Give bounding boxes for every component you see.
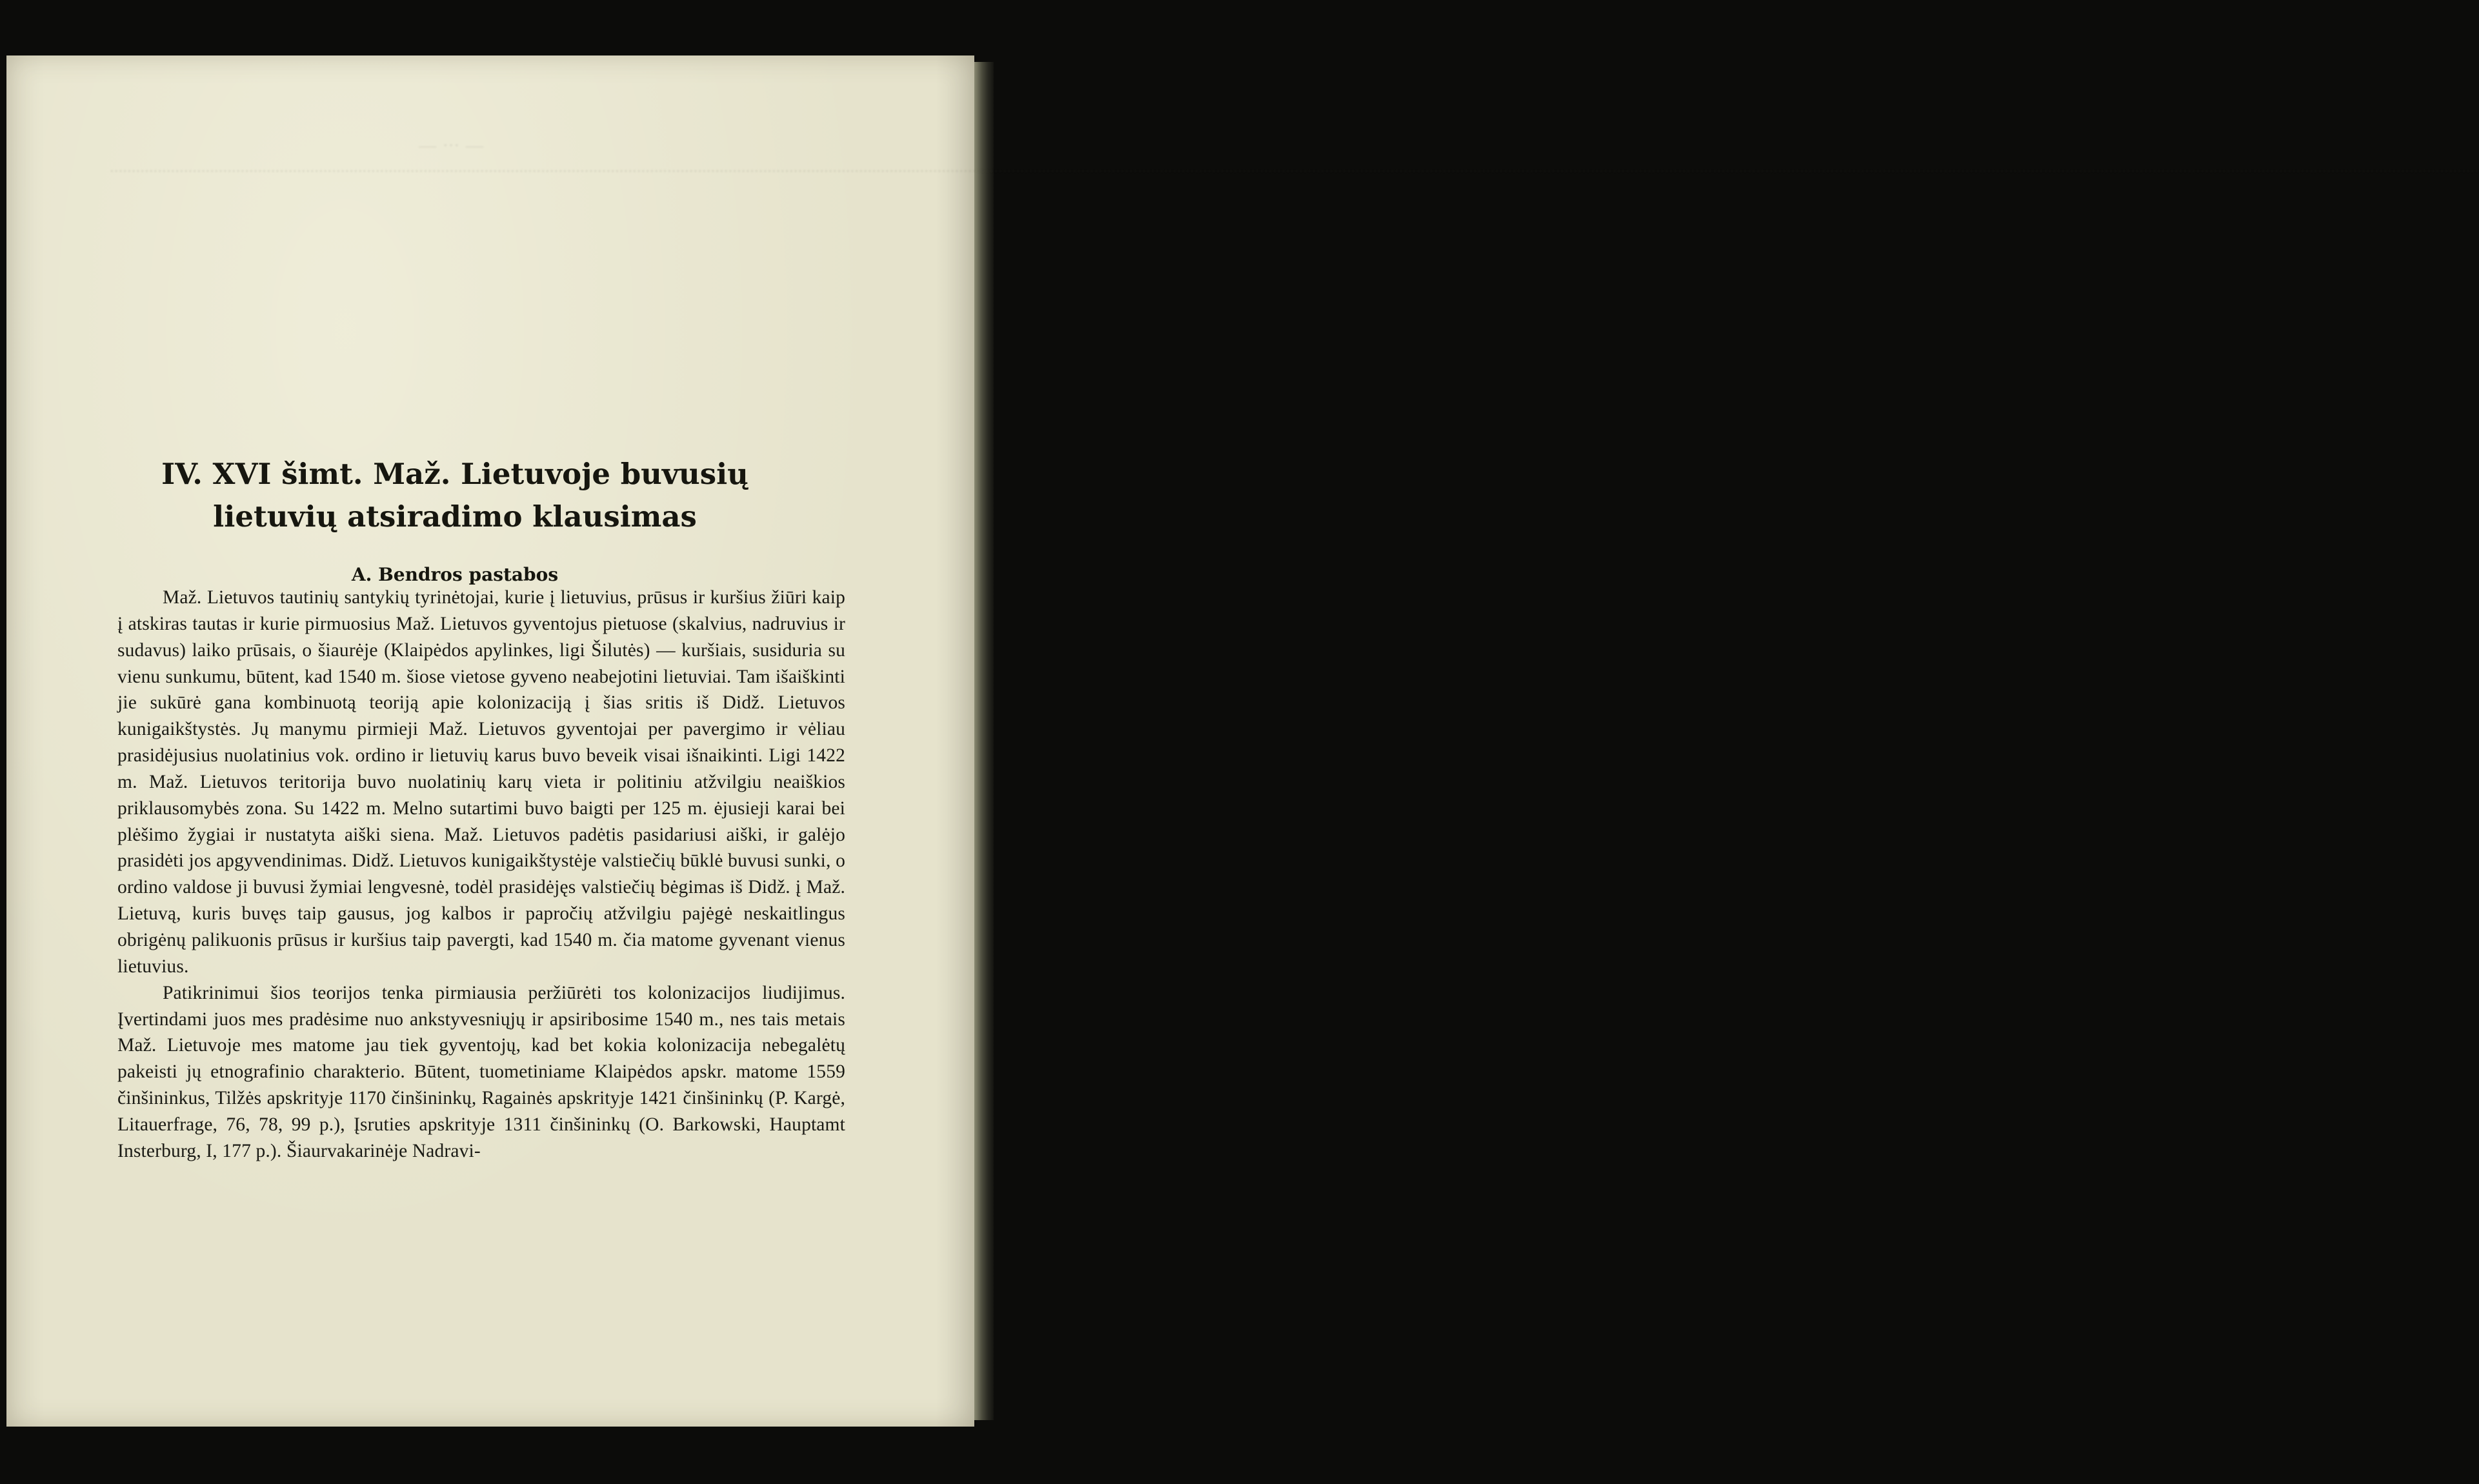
page-edge [974, 62, 994, 1420]
section-heading: A. Bendros pastabos [351, 564, 559, 586]
chapter-title: IV. XVI šimt. Maž. Lietuvoje buvusių lietuvių atsiradimo klausimas [161, 457, 748, 534]
body-text [117, 585, 845, 1165]
paragraph: Patikrinimui šios teorijos tenka pirmiausia peržiūrėti tos kolonizacijos liudijimus. Įvertindami juos mes pradėsime nuo ankstyvesniųjų ir apsiribosime 1540 m., nes tais metais Maž. Lietuvoje mes matome jau tiek gyventojų, kad bet kokia kolonizacija nebegalėtų pakeisti jų etnografinio charakterio. Būtent, tuometiniame Klaipėdos apskr. matome 1559 činšininkus, Tilžės apskrityje 1170 činšininkų, Ragainės apskrityje 1421 činšininkų (P. Kargė, Litauerfrage, 76, 78, 99 p.), Įsruties apskrityje 1311 činšininkų (O. Barkowski, Hauptamt Insterburg, I, 177 p.). Šiaurvakarinėje Nadravi- [117, 982, 845, 1161]
show-through-text: ∙∙∙∙∙∙∙∙∙∙∙∙∙∙∙∙∙∙∙∙∙∙∙∙∙∙∙∙∙∙∙∙∙∙∙∙∙∙∙∙∙∙∙∙∙∙∙∙∙∙∙∙∙∙∙∙∙∙∙∙∙∙∙∙∙∙∙∙∙∙∙∙∙∙∙∙∙∙∙∙∙∙∙∙∙∙∙∙∙∙∙∙∙∙∙∙∙∙∙∙∙∙∙∙∙∙∙∙∙∙∙∙∙∙∙∙∙∙∙∙∙∙∙∙∙∙∙∙∙∙∙∙∙∙∙∙∙∙∙∙∙∙∙∙∙∙∙∙∙∙∙∙∙∙∙∙∙∙∙∙∙∙∙∙∙∙∙∙∙∙∙∙∙∙∙∙∙∙∙∙∙∙∙∙∙∙∙∙∙∙∙∙∙∙∙∙∙∙∙∙∙∙∙∙∙∙∙∙∙∙∙∙∙∙∙∙∙∙∙∙∙∙∙∙∙∙∙∙∙∙∙∙∙∙∙∙∙∙∙∙∙∙∙∙∙∙∙∙∙∙∙∙∙∙∙∙∙∙∙∙∙∙∙∙∙∙∙∙∙∙∙∙∙∙∙∙∙∙∙∙∙∙∙∙∙∙∙∙∙∙∙∙∙∙∙∙∙∙∙∙∙∙∙∙∙∙∙∙∙∙∙∙∙∙∙∙∙∙∙∙∙∙∙∙∙∙∙∙∙∙∙∙∙∙∙∙∙∙∙∙∙∙∙∙∙∙∙∙∙∙∙∙∙∙∙∙∙∙∙∙∙∙∙∙∙∙∙∙∙∙∙∙∙∙∙∙∙∙∙∙∙∙∙∙∙∙∙∙∙∙∙∙∙∙∙∙∙∙∙∙∙∙∙∙∙∙∙∙∙∙∙∙∙∙∙∙∙∙∙∙∙∙∙∙∙∙∙∙∙∙∙∙∙∙∙∙∙∙∙∙∙∙∙∙∙∙∙∙∙∙∙∙∙∙∙∙∙∙∙∙∙∙∙∙∙∙∙∙∙∙∙∙∙∙∙∙∙∙∙∙∙∙∙∙∙∙∙∙∙∙∙∙∙∙∙∙∙∙∙∙∙∙∙∙∙∙∙∙∙∙∙∙∙∙∙∙∙∙∙∙∙∙∙∙∙∙∙∙∙∙∙∙∙∙∙∙∙∙∙∙∙∙∙∙ [110, 161, 2479, 181]
paragraph: Maž. Lietuvos tautinių santykių tyrinėtojai, kurie į lietuvius, prūsus ir kuršius žiūri kaip į atskiras tautas ir kurie pirmuosius Maž. Lietuvos gyventojus pietuose (skalvius, nadruvius ir sudavus) laiko prūsais, o šiaurėje (Klaipėdos apylinkes, ligi Šilutės) — kuršiais, susiduria su vienu sunkumu, būtent, kad 1540 m. šiose vietose gyveno neabejotini lietuviai. Tam išaiškinti jie sukūrė gana kombinuotą teoriją apie kolonizaciją į šias sritis iš Didž. Lietuvos kunigaikštystės. Jų manymu pirmieji Maž. Lietuvos gyventojai per pavergimo ir vėliau prasidėjusius nuolatinius vok. ordino ir lietuvių karus buvo beveik visai išnaikinti. Ligi 1422 m. Maž. Lietuvos teritorija buvo nuolatinių karų vieta ir politiniu atžvilgiu neaiškios priklausomybės zona. Su 1422 m. Melno sutartimi buvo baigti per 125 m. ėjusieji karai bei plėšimo žygiai ir nustatyta aiški siena. Maž. Lietuvos padėtis pasidariusi aiški, ir galėjo prasidėti jos apgyvendinimas. Didž. Lietuvos kunigaikštystėje valstiečių būklė buvusi sunki, o ordino valdose ji buvusi žymiai lengvesnė, todėl prasidėjęs valstiečių bėgimas iš Didž. į Maž. Lietuvą, kuris buvęs taip gausus, jog kalbos ir papročių atžvilgiu pajėgė neskaitlingus obrigėnų palikuonis prūsus ir kuršius taip pavergti, kad 1540 m. čia matome gyvenant vienus lietuvius. [117, 587, 845, 977]
